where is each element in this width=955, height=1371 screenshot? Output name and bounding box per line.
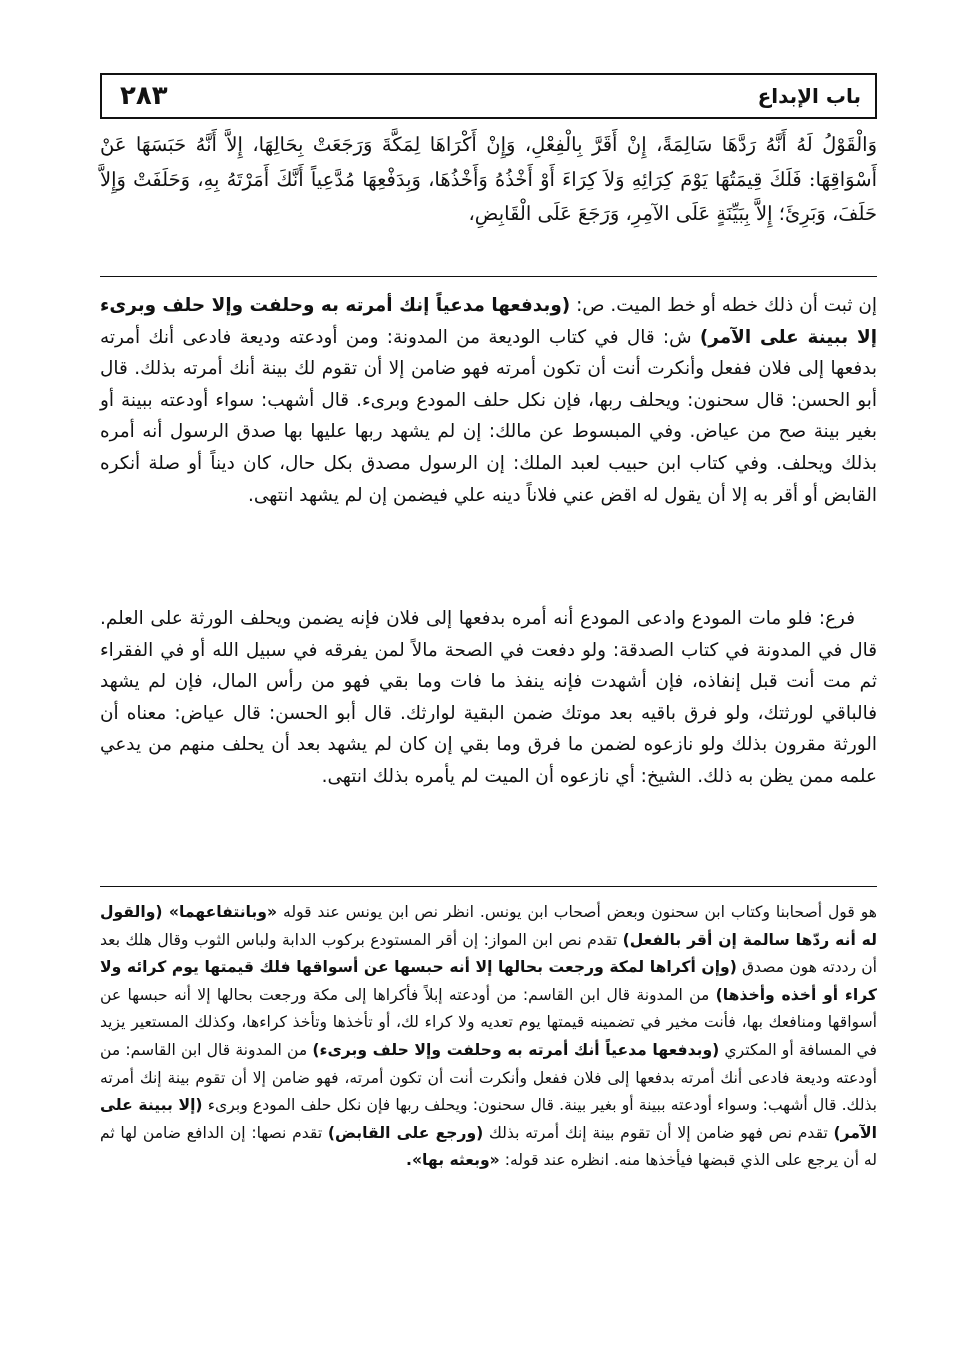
commentary-block-2 (100, 603, 877, 793)
footnotes (100, 899, 877, 1175)
chapter-title: باب الإبداع (757, 84, 861, 108)
matn-divider (100, 276, 877, 277)
page-header (100, 73, 877, 119)
quoted-matn: (وبدفعها مدعياً إنك أمرته به وحلفت وإلا حلف وبرىء إلا ببينة على الآمر) (100, 295, 878, 348)
footnote-divider (100, 886, 877, 887)
matn-text: وَالْقَوْلُ لَهُ أَنَّهُ رَدَّهَا سَالِمَةً، إِنْ أَقَرَّ بِالْفِعْلِ، وَإِنْ أَكْرَاهَا لِمَكَّةَ وَرَجَعَتْ بِحَالِهَا، إِلاَّ أَنَّهُ حَبَسَهَا عَنْ أَسْوَاقِهَا: فَلَكَ قِيمَتُهَا يَوْمَ كِرَائِهِ وَلاَ كِرَاءَ أَوْ أَخْذُهُ وَأَخْذُهَا، وَبِدَفْعِهَا مُدَّعِياً أَنَّكَ أَمَرْتَهُ بِهِ، وَحَلَفَتْ وَإِلاَّ حَلَفَ، وَبَرِئَ؛ إِلاَّ بِبَيِّنَةٍ عَلَى الآمِرِ، وَرَجَعَ عَلَى الْقَابِضِ، (100, 133, 877, 225)
commentary-paragraph: فرع: فلو مات المودع وادعى المودع أنه أمره بدفعها إلى فلان فإنه يضمن ويحلف الورثة على العلم. قال في المدونة في كتاب الصدقة: ولو دفعت في الصحة مالاً لمن يفرقه في سبيل الله أو في الفقراء ثم مت أنت قبل إنفاذه، فإن أشهدت فإنه ينفذ ما فات وما بقي فهو من رأس المال، فإن لم يشهد فالباقي لورثتك، ولو فرق باقيه بعد موتك ضمن البقية لوارثك. قال أبو الحسن: قال عياض: معناه أن الورثة مقرون بذلك ولو نازعوه لضمن ما فرق وما بقي إن كان لم يشهد بعد أن يحلف منهم من يدعي علمه ممن يظن به ذلك. الشيخ: أي نازعوه أن الميت لم يأمره بذلك انتهى. (100, 608, 877, 787)
footnote-text: هو قول أصحابنا وكتاب ابن سحنون وبعض أصحاب ابن يونس. انظر نص ابن يونس عند قوله «وبانتفاعهما» (والقول له أنه ردّها سالمة إن أقر بالفعل) تقدم نص ابن المواز: إن أقر المستودع بركوب الدابة ولباس الثوب وقال هلك بعد أن رددته هون مصدق (وإن أكراها لمكة ورجعت بحالها إلا أنه حبسها عن أسواقها فلك قيمتها يوم كرائه ولا كراء أو أخذه وأخذها) من المدونة قال ابن القاسم: من أودعته إبلاً فأكراها إلى مكة ورجعت بحالها إلا أنه حبسها عن أسواقها ومنافعك بها، فأنت مخير في تضمينه قيمتها يوم تعديه ولا كراء لك، أو تأخذها وتأخذ كراءها، وكذلك المستعير يزيد في المسافة أو المكتري (وبدفعها مدعياً أنك أمرته به وحلفت وإلا حلف وبرىء) من المدونة قال ابن القاسم: من أودعته وديعة فادعى أنك أمرته بدفعها إلى فلان ففعل وأنكرت أنت أن تكون أمرته، فهو ضامن إلا أن تقوم بينة إنك أمرته بذلك. قال أشهب: وسواء أودعته ببينة أو بغير بينة. قال سحنون: ويحلف ربها فإن نكل حلف المودع وبرىء (إلا ببينة على الآمر) تقدم نص فهو ضامن إلا أن تقوم بينة إنك أمرته بذلك (ورجع على القابض) تقدم نصها: إن الدافع ضامن لها ثم له أن يرجع على الذي قبضها فيأخذها منه. انظره عند قوله: «وبعثه بها». (100, 903, 878, 1170)
commentary-block (100, 290, 877, 511)
page-number: ٢٨٣ (120, 81, 168, 111)
commentary-paragraph: إن ثبت أن ذلك خطه أو خط الميت. ص: (وبدفعها مدعياً إنك أمرته به وحلفت وإلا حلف وبرىء إلا ببينة على الآمر) ش: قال في كتاب الوديعة من المدونة: ومن أودعته وديعة فادعى أنك أمرته بدفعها إلى فلان ففعل وأنكرت أنت أن تكون أمرته فهو ضامن إلا أن تقوم لك بينة أنك أمرته بذلك. قال أبو الحسن: قال سحنون: ويحلف ربها، فإن نكل حلف المودع وبرىء. قال أشهب: سواء أودعته ببينة أو بغير بينة صح من عياض. وفي المبسوط عن مالك: إن لم يشهد ربها عليها بها صدق الرسول أنه أمره بذلك ويحلف. وفي كتاب ابن حبيب لعبد الملك: إن الرسول مصدق بكل حال، كان ديناً أو صلة أنكره القابض أو أقر به إلا أن يقول له اقض عني فلاناً دينه علي فيضمن إن لم يشهد انتهى. (100, 295, 878, 506)
